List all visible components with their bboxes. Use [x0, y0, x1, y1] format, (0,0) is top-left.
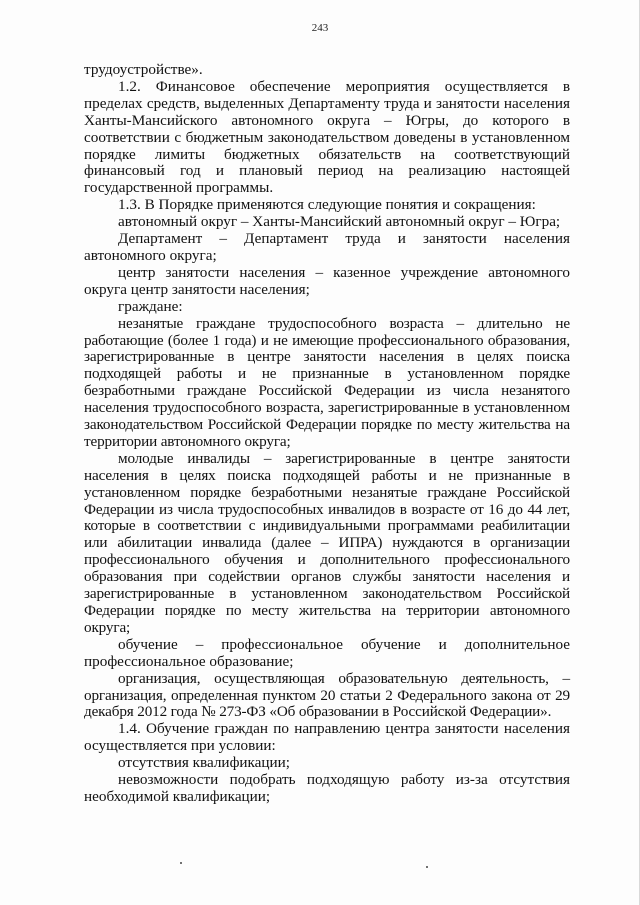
- definition-autonomous-okrug: автономный округ – Ханты-Мансийский автономный округ – Югра;: [118, 213, 561, 231]
- definition-young-disabled: молодые инвалиды – зарегистрированные в центре занятости населения в целях поиска подходящей работы и не признанные в установленном порядке безработными незанятые граждане Российской Федерации из числа трудоспособных инвалидов в возрасте от 16 до 44 лет, которые в соответствии с индивидуальными программами реабилитации или абилитации инвалида (далее – ИПРА) нуждаются в организации профессионального обучения и дополнительного профессионального образования при содействии органов службы занятости населения и зарегистрированные в установленном законодательством Российской Федерации порядке по месту жительства на территории автономного округа;: [84, 449, 570, 636]
- definition-training: обучение – профессиональное обучение и дополнительное профессиональное образование;: [84, 635, 570, 670]
- paragraph-1-2-funding: 1.2. Финансовое обеспечение мероприятия осуществляется в пределах средств, выделенных Департаменту труда и занятости населения Ханты-Мансийского автономного округа – Югры, до которого в соответствии с бюджетным законодательством доведены в установленном порядке лимиты бюджетных обязательств на соответствующий финансовый год и плановый период на реализацию настоящей государственной программы.: [84, 77, 570, 197]
- definition-unemployed-citizens: незанятые граждане трудоспособного возраста – длительно не работающие (более 1 года) и не имеющие профессионального образования, зарегистрированные в центре занятости населения в целях поиска подходящей работы и не признанные в установленном порядке безработными граждане Российской Федерации из числа незанятого населения трудоспособного возраста, зарегистрированные в установленном законодательством Российской Федерации порядке по месту жительства на территории автономного округа;: [84, 314, 570, 450]
- paragraph-1-4-conditions: 1.4. Обучение граждан по направлению центра занятости населения осуществляется при условии:: [84, 720, 570, 755]
- definition-department: Департамент – Департамент труда и занятости населения автономного округа;: [84, 230, 570, 264]
- page-number: 243: [311, 22, 329, 34]
- scan-speck-right: [426, 866, 428, 868]
- condition-no-qualification: отсутствия квалификации;: [118, 754, 291, 772]
- definition-educational-organization: организация, осуществляющая образовательную деятельность, – организация, определенная пунктом 20 статьи 2 Федерального закона от 29 декабря 2012 года № 273-ФЗ «Об образовании в Российской Федерации».: [84, 669, 570, 721]
- definition-citizens-heading: граждане:: [118, 297, 183, 315]
- scan-speck-left: [180, 862, 182, 864]
- condition-no-suitable-work: невозможности подобрать подходящую работу из-за отсутствия необходимой квалификации;: [84, 771, 570, 805]
- paragraph-continuation: трудоустройстве».: [84, 61, 203, 78]
- paragraph-1-3-terms: 1.3. В Порядке применяются следующие понятия и сокращения:: [118, 196, 536, 214]
- definition-employment-center: центр занятости населения – казенное учреждение автономного округа центр занятости населения;: [84, 263, 570, 298]
- document-body: [84, 62, 570, 806]
